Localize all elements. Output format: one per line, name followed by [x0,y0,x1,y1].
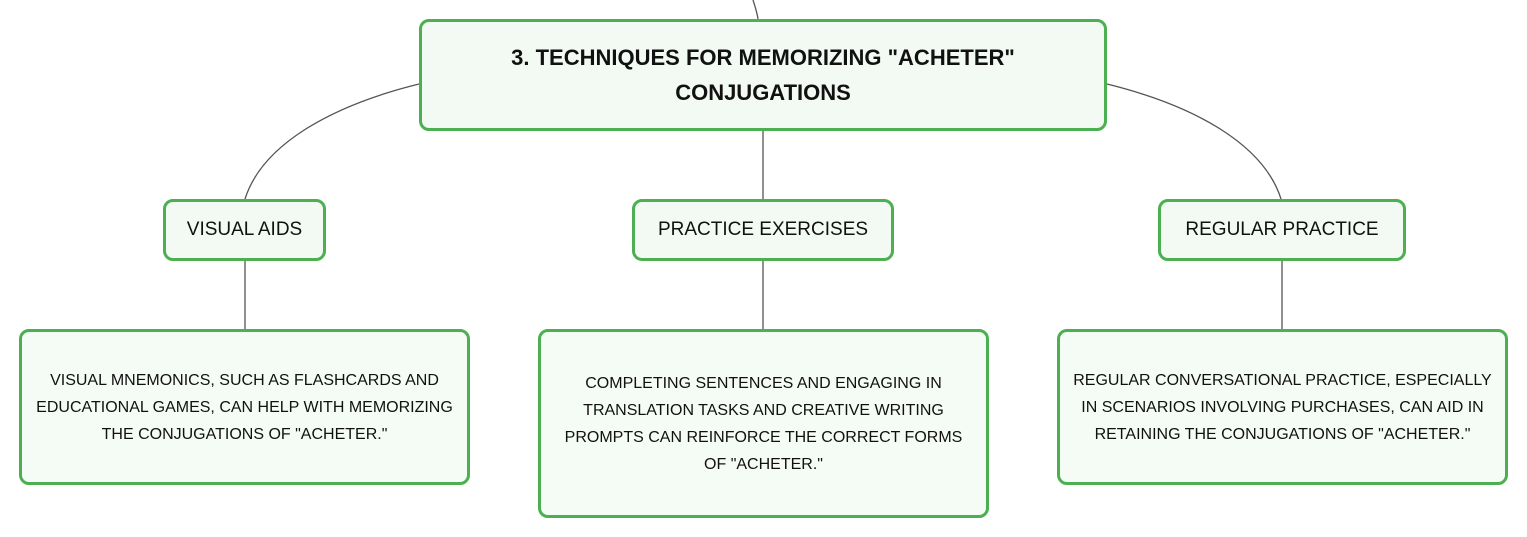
connector-root-to-visual-aids [245,84,419,199]
root-topic-label: 3. TECHNIQUES FOR MEMORIZING "ACHETER" CONJUGATIONS [511,45,1015,105]
branch-node-visual-aids[interactable] [163,199,326,261]
branch-node-regular-practice[interactable] [1158,199,1406,261]
branch-node-practice-exercises[interactable] [632,199,894,261]
connector-root-to-regular-practice [1107,84,1281,199]
branch-label-practice-exercises: PRACTICE EXERCISES [657,219,869,240]
detail-text-visual-aids: VISUAL MNEMONICS, SUCH AS FLASHCARDS AND EDUCATIONAL GAMES, CAN HELP WITH MEMORIZING THE CONJUGATIONS OF "ACHETER." [36,371,453,443]
detail-node-visual-aids[interactable] [19,329,470,485]
detail-node-practice-exercises[interactable] [538,329,989,518]
branch-label-visual-aids: VISUAL AIDS [186,219,303,240]
root-topic-node[interactable] [419,19,1107,131]
detail-text-regular-practice: REGULAR CONVERSATIONAL PRACTICE, ESPECIALLY IN SCENARIOS INVOLVING PURCHASES, CAN AID IN RETAINING THE CONJUGATIONS OF "ACHETER." [1073,371,1492,443]
detail-node-regular-practice[interactable] [1057,329,1508,485]
connector-incoming-root [753,0,758,19]
branch-label-regular-practice: REGULAR PRACTICE [1185,219,1379,240]
detail-text-practice-exercises: COMPLETING SENTENCES AND ENGAGING IN TRANSLATION TASKS AND CREATIVE WRITING PROMPTS CAN REINFORCE THE CORRECT FORMS OF "ACHETER." [564,374,963,473]
